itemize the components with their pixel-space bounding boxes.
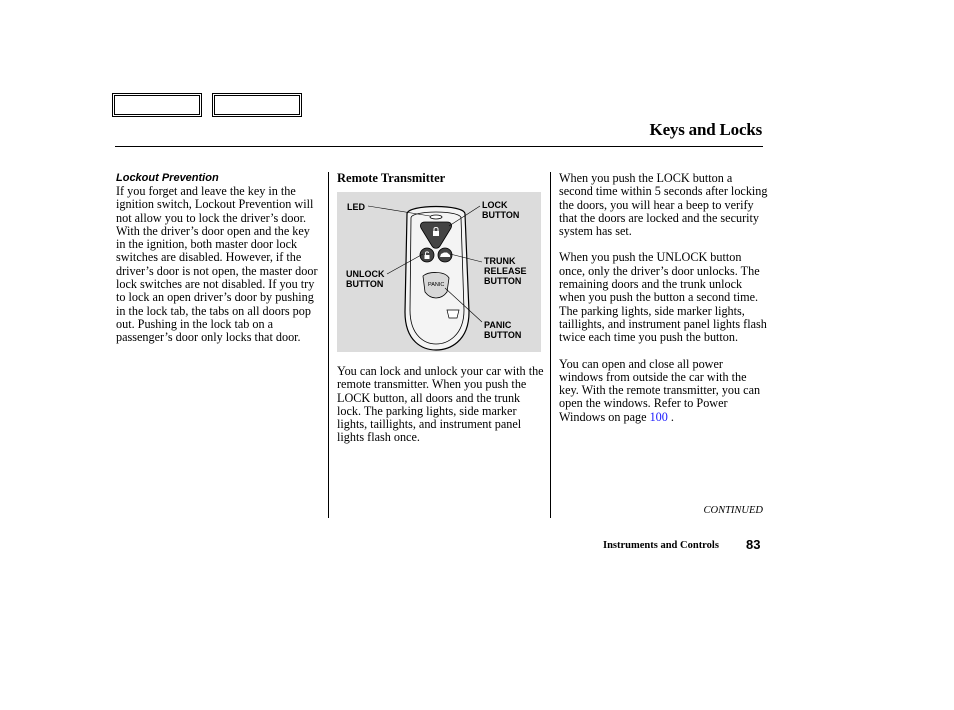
column-divider-1 — [328, 172, 329, 518]
remote-transmitter-text: You can lock and unlock your car with the remote transmitter. When you push the LOCK button, all doors and the trunk lock. The parking lights, side marker lights, taillights, and instrument panel lights flash once. — [337, 364, 544, 445]
power-windows-sentence: You can open and close all power windows from outside the car with the key. With the remote transmitter, you can open the windows. Refer to Power Windows on page — [559, 356, 761, 424]
unlock-button-label: UNLOCK BUTTON — [346, 269, 385, 289]
page-number: 83 — [746, 537, 761, 552]
page-100-link[interactable]: 100 — [649, 409, 668, 424]
remote-transmitter-heading: Remote Transmitter — [337, 171, 446, 185]
lock-button-label: LOCK BUTTON — [482, 200, 520, 220]
remote-transmitter-figure — [337, 192, 541, 352]
header-rule — [115, 146, 763, 147]
lock-second-press-text: When you push the LOCK button a second time within 5 seconds after locking the doors, you will hear a beep to verify that the doors are locked and the security system has set. — [559, 171, 768, 239]
column-lock-details — [559, 172, 769, 424]
page-title: Keys and Locks — [649, 120, 762, 139]
power-windows-period: . — [667, 409, 674, 424]
led-label: LED — [347, 202, 365, 212]
column-lockout-prevention — [116, 172, 321, 345]
unlock-press-text: When you push the UNLOCK button once, only the driver’s door unlocks. The remaining doors and the trunk unlock when you push the button a second time. The parking lights, side marker lights, taillights, and instrument panel lights flash twice each time you push the button. — [559, 250, 767, 345]
power-windows-text — [559, 358, 769, 424]
nav-button-next[interactable] — [212, 93, 302, 117]
nav-button-previous[interactable] — [112, 93, 202, 117]
led-light — [430, 215, 442, 219]
panic-button-label: PANIC BUTTON — [484, 320, 522, 340]
lockout-prevention-heading: Lockout Prevention — [116, 172, 219, 184]
footer-section-title: Instruments and Controls — [603, 540, 719, 551]
continued-label: CONTINUED — [703, 505, 763, 516]
trunk-release-button-label: TRUNK RELEASE BUTTON — [484, 256, 527, 286]
column-remote-transmitter — [337, 172, 547, 445]
lockout-prevention-text: If you forget and leave the key in the ignition switch, Lockout Prevention will not allow you to lock the driver’s door. With the driver’s door open and the key in the ignition, both master door lock switches are disabled. However, if the driver’s door is not open, the master door lock switches are not disabled. If you try to lock an open driver’s door by pushing in the lock tab, the tabs on all doors pop out. Pushing in the lock tab on a passenger’s door only locks that door. — [116, 184, 318, 345]
panic-key-text: PANIC — [428, 282, 445, 288]
column-divider-2 — [550, 172, 551, 518]
key-release-shape — [447, 310, 459, 318]
